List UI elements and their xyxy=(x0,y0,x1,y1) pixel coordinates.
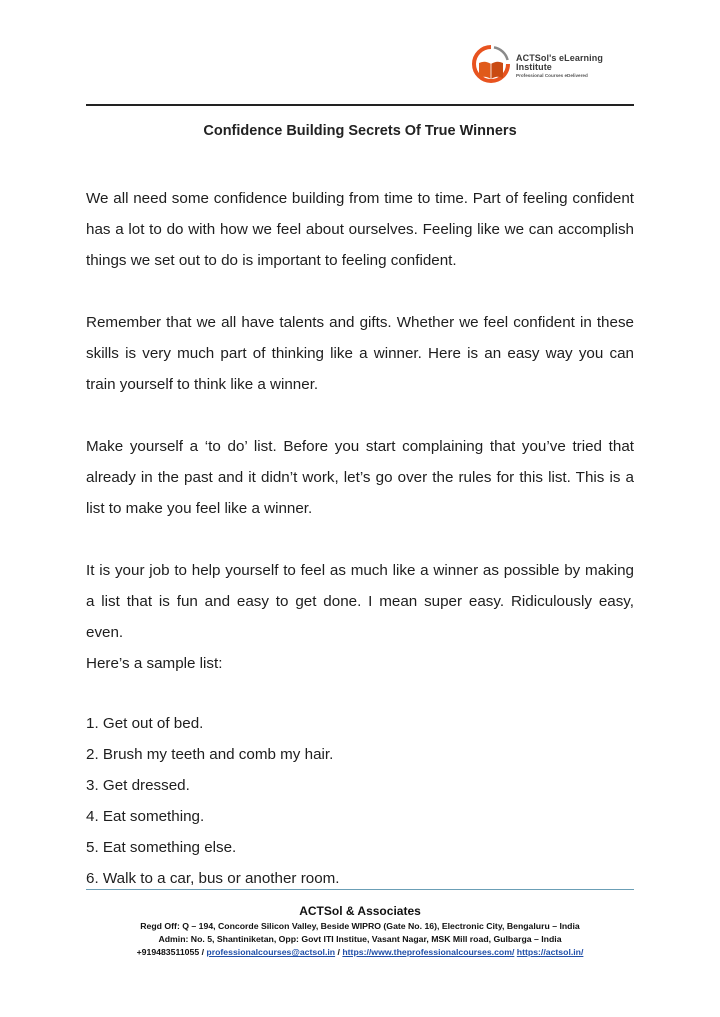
footer-admin-office: Admin: No. 5, Shantiniketan, Opp: Govt ITI Institue, Vasant Nagar, MSK Mill road, Gulbarga – India xyxy=(158,934,562,944)
paragraph-4: It is your job to help yourself to feel as much like a winner as possible by making a list that is fun and easy to get done. I mean super easy. Ridiculously easy, even. xyxy=(86,562,634,641)
paragraph-2: Remember that we all have talents and gifts. Whether we feel confident in these skills is very much part of thinking like a winner. Here is an easy way you can train yourself to think like a winner. xyxy=(86,314,634,393)
paragraph-3: Make yourself a ‘to do’ list. Before you start complaining that you’ve tried that already in the past and it didn’t work, let’s go over the rules for this list. This is a list to make you feel like a winner. xyxy=(86,438,634,517)
logo-title: ACTSol's eLearning Institute xyxy=(516,52,603,72)
footer-separator: / xyxy=(335,947,343,957)
header-divider xyxy=(86,104,634,106)
footer-phone: +919483511055 xyxy=(136,947,200,957)
footer-email-link[interactable]: professionalcourses@actsol.in xyxy=(206,947,336,957)
list-item: 3. Get dressed. xyxy=(86,777,190,794)
footer-divider xyxy=(86,889,634,890)
footer-actsol-link[interactable]: https://actsol.in/ xyxy=(516,947,584,957)
footer-regd-office: Regd Off: Q – 194, Concorde Silicon Valley, Beside WIPRO (Gate No. 16), Electronic City, Bengaluru – India xyxy=(140,921,580,931)
footer-company: ACTSol & Associates xyxy=(299,904,421,918)
list-item: 4. Eat something. xyxy=(86,808,205,825)
document-title: Confidence Building Secrets Of True Winners xyxy=(203,123,517,139)
logo xyxy=(470,40,640,92)
footer xyxy=(60,904,660,957)
logo-subtitle: Professional Courses eDelivered xyxy=(516,72,588,78)
footer-contact xyxy=(60,947,660,957)
list-item: 1. Get out of bed. xyxy=(86,715,204,732)
paragraph-1: We all need some confidence building from time to time. Part of feeling confident has a lot to do with how we feel about ourselves. Feeling like we can accomplish things we set out to do is important to feeling confident. xyxy=(86,190,634,269)
footer-separator: / xyxy=(199,947,207,957)
list-item: 2. Brush my teeth and comb my hair. xyxy=(86,746,334,763)
list-item: 6. Walk to a car, bus or another room. xyxy=(86,870,340,887)
footer-website-link[interactable]: https://www.theprofessionalcourses.com/ xyxy=(342,947,515,957)
open-book-icon xyxy=(470,43,512,89)
paragraph-5: Here’s a sample list: xyxy=(86,655,223,672)
list-item: 5. Eat something else. xyxy=(86,839,237,856)
